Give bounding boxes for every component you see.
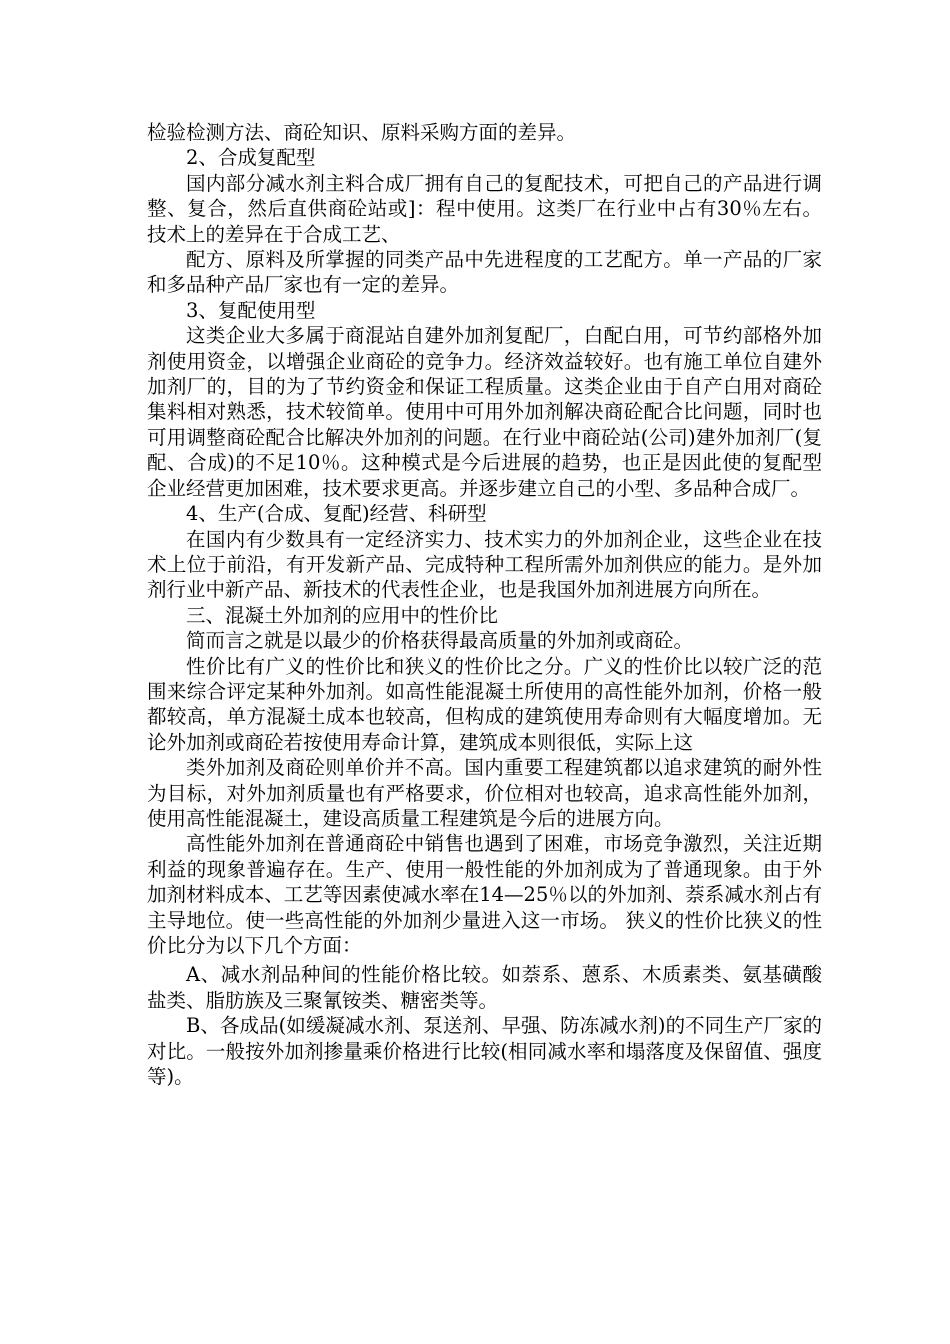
paragraph-high-quality-projects: 类外加剂及商砼则单价并不高。国内重要工程建筑都以追求建筑的耐外性为目标，对外加剂质量也有严格要求，价位相对也较高，追求高性能外加剂，使用高性能混凝土，建设高质量工程建筑是今后的进展方向。 bbox=[147, 756, 822, 830]
heading-synthesis-compounding: 2、合成复配型 bbox=[186, 146, 316, 170]
paragraph-synthesis-compounding: 国内部分减水剂主料合成厂拥有自己的复配技术，可把自己的产品进行调整、复合，然后直供商砼站或]：程中使用。这类厂在行业中占有30％左右。技术上的差异在于合成工艺、 bbox=[147, 171, 822, 246]
paragraph-comparison-a: A、减水剂品种间的性能价格比较。如萘系、蒽系、木质素类、氨基磺酸盐类、脂肪族及三聚氰铵类、糖密类等。 bbox=[147, 963, 822, 1012]
paragraph-continuation: 检验检测方法、商砼知识、原料采购方面的差异。 bbox=[147, 121, 577, 144]
document-body bbox=[147, 120, 822, 1089]
paragraph-production-research: 在国内有少数具有一定经济实力、技术实力的外加剂企业，这些企业在技术上位于前沿，有开发新产品、完成特种工程所需外加剂供应的能力。是外加剂行业中新产品、新技术的代表性企业，也是我国外加剂进展方向所在。 bbox=[147, 527, 822, 602]
heading-cost-performance: 三、混凝土外加剂的应用中的性价比 bbox=[186, 603, 499, 627]
paragraph-cost-performance-summary: 简而言之就是以最少的价格获得最高质量的外加剂或商砼。 bbox=[186, 629, 694, 653]
heading-compounding-use: 3、复配使用型 bbox=[186, 298, 316, 322]
paragraph-comparison-b: B、各成品(如缓凝减水剂、泵送剂、早强、防冻减水剂)的不同生产厂家的对比。一般按外加剂掺量乘价格进行比较(相同减水率和塌落度及保留值、强度等)。 bbox=[147, 1014, 822, 1089]
paragraph-broad-narrow-ratio: 性价比有广义的性价比和狭义的性价比之分。广义的性价比以较广泛的范围来综合评定某种外加剂。如高性能混凝土所使用的高性能外加剂，价格一般都较高，单方混凝土成本也较高，但构成的建筑使用寿命则有大幅度增加。无论外加剂或商砼若按使用寿命计算，建筑成本则很低，实际上这 bbox=[147, 654, 822, 754]
paragraph-market-competition: 高性能外加剂在普通商砼中销售也遇到了困难，市场竞争激烈，关注近期利益的现象普遍存在。生产、使用一般性能的外加剂成为了普通现象。由于外加剂材料成本、工艺等因素使减水率在14—25％以的外加剂、萘系减水剂占有主导地位。使一些高性能的外加剂少量进入这一市场。 狭义的性价比狭义的性价比分为以下几个方面： bbox=[147, 832, 822, 957]
paragraph-compounding-use: 这类企业大多属于商混站自建外加剂复配厂，白配白用，可节约部格外加剂使用资金，以增强企业商砼的竞争力。经济效益较好。也有施工单位自建外加剂厂的，目的为了节约资金和保证工程质量。这类企业由于自产白用对商砼集料相对熟悉，技术较简单。使用中可用外加剂解决商砼配合比问题，同时也可用调整商砼配合比解决外加剂的问题。在行业中商砼站(公司)建外加剂厂(复配、合成)的不足10％。这种模式是今后进展的趋势，也正是因此使的复配型企业经营更加困难，技术要求更高。并逐步建立自己的小型、多品种合成厂。 bbox=[147, 324, 822, 500]
paragraph-formula-raw-materials: 配方、原料及所掌握的同类产品中先进程度的工艺配方。单一产品的厂家和多品种产品厂家也有一定的差异。 bbox=[147, 248, 822, 297]
heading-production-research: 4、生产(合成、复配)经营、科研型 bbox=[186, 502, 487, 526]
